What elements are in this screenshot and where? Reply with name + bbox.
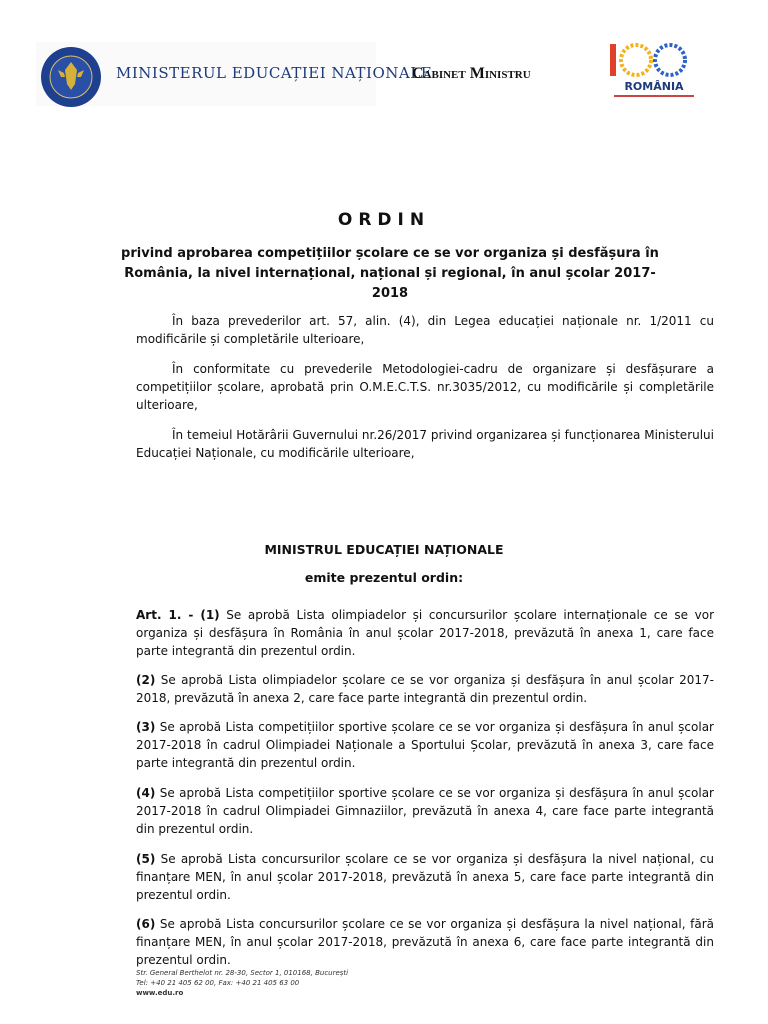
government-logo-block: [36, 42, 433, 106]
paragraph-number: (1): [200, 608, 220, 622]
paragraph-text: Se aprobă Lista concursurilor școlare ce se vor organiza și desfășura la nivel național, fără finanțare MEN, în anul școlar 2017-2018, prevăzută în anexa 6, care face parte integrantă din prezentul ordin.: [136, 917, 714, 967]
footer-address: Str. General Berthelot nr. 28-30, Sector 1, 010168, București: [136, 969, 349, 977]
footer-phone: Tel: +40 21 405 62 00, Fax: +40 21 405 63 00: [136, 979, 300, 987]
article-1-paragraph-6: [136, 915, 714, 969]
article-1-paragraph-3: [136, 718, 714, 772]
page-footer: [136, 968, 348, 998]
article-1-paragraph-1: [136, 606, 714, 660]
issuer-heading: MINISTRUL EDUCAȚIEI NAȚIONALE: [264, 542, 504, 557]
paragraph-text: Se aprobă Lista competițiilor sportive școlare ce se vor organiza și desfășura în anul școlar 2017-2018 în cadrul Olimpiadei Naționale a Sportului Școlar, prevăzută în anexa 3, care face parte integrantă din prezentul ordin.: [136, 720, 714, 770]
romania-100-logo-icon: [604, 40, 704, 104]
paragraph-text: Se aprobă Lista competițiilor sportive școlare ce se vor organiza și desfășura în anul școlar 2017-2018 în cadrul Olimpiadei Gimnaziilor, prevăzută în anexa 4, care face parte integrantă din prezentul ordin.: [136, 786, 714, 836]
paragraph-number: (4): [136, 786, 156, 800]
paragraph-text: Se aprobă Lista concursurilor școlare ce se vor organiza și desfășura la nivel național, cu finanțare MEN, în anul școlar 2017-2018, prevăzută în anexa 5, care face parte integrantă din prezentul ordin.: [136, 852, 714, 902]
paragraph-number: (5): [136, 852, 156, 866]
paragraph-number: (6): [136, 917, 156, 931]
subtitle-line-2: România, la nivel internațional, național și regional, în anul școlar 2017-2018: [124, 266, 656, 301]
preamble-paragraph-3: În temeiul Hotărârii Guvernului nr.26/2017 privind organizarea și funcționarea Ministerului Educației Naționale, cu modificările ulterioare,: [136, 428, 714, 460]
government-seal-icon: [40, 46, 102, 108]
article-1-paragraph-2: [136, 671, 714, 707]
document-title: ORDIN: [337, 210, 431, 230]
subtitle-line-1: privind aprobarea competițiilor școlare ce se vor organiza și desfășura în: [121, 246, 659, 261]
letterhead: [36, 40, 736, 106]
ro100-label: ROMÂNIA: [624, 80, 684, 93]
paragraph-text: Se aprobă Lista olimpiadelor școlare ce se vor organiza și desfășura în anul școlar 2017-2018, prevăzută în anexa 2, care face parte integrantă din prezentul ordin.: [136, 673, 714, 705]
footer-website-link[interactable]: www.edu.ro: [136, 989, 184, 997]
emits-heading: emite prezentul ordin:: [304, 570, 464, 585]
cabinet-label: Cabinet Ministru: [412, 65, 531, 82]
article-1-paragraph-4: [136, 784, 714, 838]
preamble-paragraph-2: În conformitate cu prevederile Metodologiei-cadru de organizare și desfășurare a competițiilor școlare, aprobată prin O.M.E.C.T.S. nr.3035/2012, cu modificările și completările ulterioare,: [136, 362, 714, 412]
paragraph-text: Se aprobă Lista olimpiadelor și concursurilor școlare internaționale ce se vor organiza și desfășura în România în anul școlar 2017-2018, prevăzută în anexa 1, care face parte integrantă din prezentul ordin.: [136, 608, 715, 658]
preamble-paragraph-1: În baza prevederilor art. 57, alin. (4), din Legea educației naționale nr. 1/2011 cu modificările și completările ulterioare,: [136, 314, 714, 346]
article-1-paragraph-5: [136, 850, 714, 904]
document-subtitle: [120, 244, 660, 304]
ministry-name: MINISTERUL EDUCAȚIEI NAȚIONALE: [116, 64, 433, 82]
paragraph-number: (3): [136, 720, 156, 734]
article-1-prefix: Art. 1. -: [136, 608, 201, 622]
paragraph-number: (2): [136, 673, 156, 687]
